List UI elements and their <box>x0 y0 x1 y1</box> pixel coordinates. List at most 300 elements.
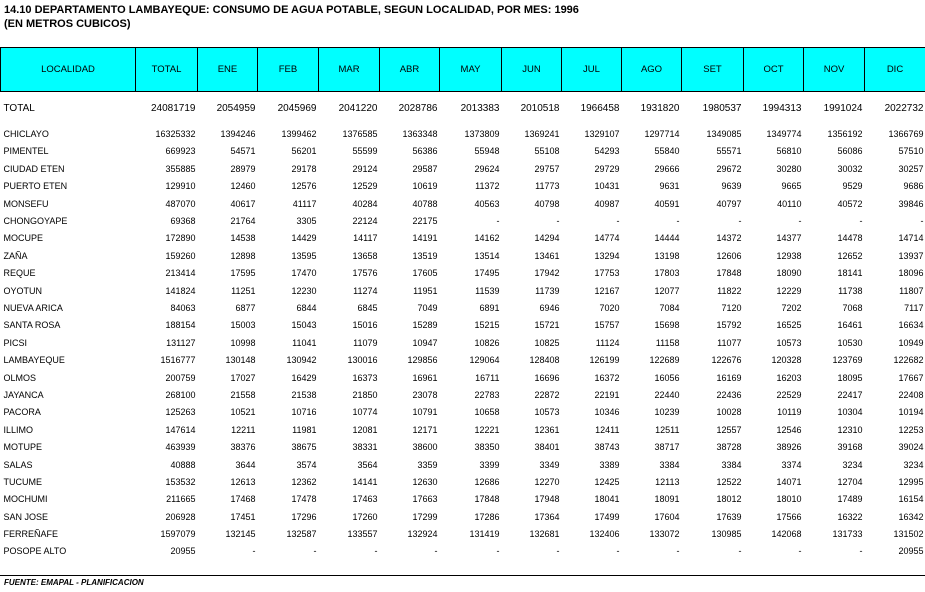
table-row <box>1 334 925 351</box>
table-cell: 15043 <box>291 320 317 331</box>
table-cell: 142068 <box>771 529 802 540</box>
table-cell: 12310 <box>837 424 863 435</box>
table-cell: 40617 <box>230 198 256 209</box>
table-cell: 10826 <box>474 337 500 348</box>
table-cell: 12411 <box>595 424 620 435</box>
spacer-row <box>1 92 925 101</box>
table-cell: 10239 <box>654 407 680 418</box>
table-cell: 14377 <box>776 233 802 244</box>
table-cell: 131502 <box>893 529 924 540</box>
row-label: PACORA <box>3 407 41 418</box>
table-cell: 10573 <box>534 407 560 418</box>
table-cell: 16372 <box>594 372 620 383</box>
table-cell: 22529 <box>776 389 802 400</box>
table-cell: 12167 <box>594 285 620 296</box>
table-cell: 16961 <box>412 372 438 383</box>
table-cell: 14117 <box>353 233 378 244</box>
table-cell: 38675 <box>291 442 317 453</box>
table-cell: 132681 <box>529 529 560 540</box>
table-cell: 15016 <box>352 320 378 331</box>
table-cell: 69368 <box>170 216 196 227</box>
table-cell: 1394246 <box>220 129 256 140</box>
table-row <box>1 143 925 160</box>
table-cell: 669923 <box>165 146 196 157</box>
table-cell: 122682 <box>893 355 924 366</box>
table-cell: 7049 <box>417 302 438 313</box>
table-cell: 40284 <box>352 198 378 209</box>
table-cell: - <box>313 546 317 557</box>
table-cell: 132587 <box>286 529 317 540</box>
table-cell: 131127 <box>166 337 196 348</box>
row-label: SAN JOSE <box>3 511 49 522</box>
table-cell: 10949 <box>898 337 924 348</box>
table-row <box>1 543 925 560</box>
column-header-ene: ENE <box>198 48 258 92</box>
table-cell: 12362 <box>291 476 317 487</box>
column-header-nov: NOV <box>804 48 865 92</box>
table-cell: 29729 <box>594 163 620 174</box>
table-cell: 16325332 <box>155 129 196 140</box>
table-cell: 28979 <box>230 163 256 174</box>
table-cell: 200759 <box>165 372 196 383</box>
table-cell: - <box>374 546 378 557</box>
table-cell: 22191 <box>594 389 620 400</box>
table-cell: 17499 <box>594 511 620 522</box>
table-cell: 128408 <box>529 355 560 366</box>
table-cell: 38717 <box>654 442 680 453</box>
table-cell: 39168 <box>837 442 863 453</box>
table-cell: 11077 <box>717 337 742 348</box>
table-row <box>1 317 925 334</box>
table-cell: 2045969 <box>277 103 317 115</box>
title-line-2: (EN METROS CUBICOS) <box>4 18 131 30</box>
table-cell: 3305 <box>296 216 317 227</box>
table-cell: 9639 <box>721 181 742 192</box>
table-cell: 10119 <box>777 407 802 418</box>
table-cell: 15792 <box>716 320 742 331</box>
table-cell: 17495 <box>474 268 500 279</box>
table-cell: 12460 <box>230 181 256 192</box>
table-cell: 15289 <box>412 320 438 331</box>
column-header-oct: OCT <box>744 48 804 92</box>
table-cell: 1356192 <box>827 129 863 140</box>
column-header-set: SET <box>682 48 744 92</box>
row-label: SALAS <box>3 459 33 470</box>
table-cell: 3349 <box>539 459 560 470</box>
table-cell: 15215 <box>474 320 500 331</box>
table-cell: 7084 <box>659 302 680 313</box>
table-cell: 17942 <box>534 268 560 279</box>
table-cell: 18012 <box>716 494 742 505</box>
table-cell: 12557 <box>716 424 742 435</box>
table-cell: - <box>738 546 742 557</box>
table-cell: 38376 <box>230 442 256 453</box>
table-cell: 21764 <box>230 216 256 227</box>
row-label: CIUDAD ETEN <box>3 163 65 174</box>
table-cell: 133072 <box>649 529 680 540</box>
table-cell: 15003 <box>230 320 256 331</box>
table-cell: 22440 <box>654 389 680 400</box>
table-cell: 16525 <box>776 320 802 331</box>
table-cell: 21558 <box>230 389 256 400</box>
table-cell: 1363348 <box>402 129 438 140</box>
table-row <box>1 473 925 490</box>
table-cell: 131733 <box>832 529 863 540</box>
table-cell: 147614 <box>165 424 196 435</box>
table-cell: 11738 <box>838 285 863 296</box>
table-cell: 133557 <box>347 529 378 540</box>
table-cell: 6946 <box>539 302 560 313</box>
table-cell: 12229 <box>776 285 802 296</box>
table-cell: 1349774 <box>766 129 802 140</box>
table-cell: 12113 <box>655 476 680 487</box>
table-row <box>1 491 925 508</box>
table-cell: 10998 <box>230 337 256 348</box>
table-cell: 38728 <box>716 442 742 453</box>
row-label: LAMBAYEQUE <box>3 355 65 366</box>
table-cell: 30257 <box>898 163 924 174</box>
table-cell: 188154 <box>165 320 196 331</box>
table-cell: 17296 <box>291 511 317 522</box>
table-cell: 11981 <box>292 424 317 435</box>
table-cell: 11251 <box>231 285 256 296</box>
table-cell: - <box>252 546 256 557</box>
table-cell: 14714 <box>898 233 924 244</box>
table-cell: 17604 <box>654 511 680 522</box>
table-row <box>1 160 925 177</box>
column-header-jul: JUL <box>562 48 622 92</box>
table-cell: 22872 <box>534 389 560 400</box>
table-cell: - <box>859 546 863 557</box>
table-cell: 18010 <box>776 494 802 505</box>
row-label: OLMOS <box>3 372 37 383</box>
table-cell: 17948 <box>534 494 560 505</box>
table-cell: 12529 <box>352 181 378 192</box>
table-cell: 1366769 <box>888 129 924 140</box>
table-cell: 131419 <box>469 529 500 540</box>
table-cell: 7117 <box>904 302 924 313</box>
table-cell: 120328 <box>771 355 802 366</box>
table-cell: 12230 <box>291 285 317 296</box>
table-row <box>1 299 925 316</box>
table-cell: 3384 <box>721 459 742 470</box>
table-cell: 30280 <box>776 163 802 174</box>
table-cell: 132924 <box>407 529 438 540</box>
table-cell: 22417 <box>837 389 863 400</box>
table-cell: 14191 <box>412 233 438 244</box>
row-label: CHONGOYAPE <box>3 216 68 227</box>
column-header-total: TOTAL <box>136 48 198 92</box>
table-cell: 9686 <box>903 181 924 192</box>
table-cell: 22175 <box>412 216 438 227</box>
table-cell: 55840 <box>654 146 680 157</box>
table-cell: 129856 <box>407 355 438 366</box>
header-row <box>1 48 925 92</box>
table-cell: 18095 <box>837 372 863 383</box>
table-cell: - <box>556 216 560 227</box>
table-cell: 2041220 <box>338 103 378 115</box>
column-header-feb: FEB <box>258 48 319 92</box>
table-cell: 17468 <box>230 494 256 505</box>
table-cell: 10774 <box>352 407 378 418</box>
table-body <box>1 92 925 561</box>
table-cell: 40563 <box>474 198 500 209</box>
table-cell: 38350 <box>474 442 500 453</box>
table-cell: 17566 <box>776 511 802 522</box>
table-row <box>1 386 925 403</box>
table-cell: 11822 <box>717 285 742 296</box>
table-cell: 1373809 <box>464 129 500 140</box>
table-cell: 30032 <box>837 163 863 174</box>
table-cell: 11539 <box>475 285 500 296</box>
table-cell: 38600 <box>412 442 438 453</box>
table-cell: 1516777 <box>160 355 196 366</box>
table-cell: - <box>676 546 680 557</box>
table-cell: 18090 <box>776 268 802 279</box>
consumption-table <box>0 47 925 560</box>
table-cell: 13461 <box>534 250 560 261</box>
table-cell: 7020 <box>599 302 620 313</box>
table-cell: 12425 <box>594 476 620 487</box>
table-cell: 10658 <box>474 407 500 418</box>
table-cell: 355885 <box>165 163 196 174</box>
table-cell: 3574 <box>296 459 317 470</box>
table-cell: 2022732 <box>884 103 924 115</box>
table-cell: 11807 <box>899 285 924 296</box>
table-cell: 7120 <box>721 302 742 313</box>
table-cell: 12171 <box>412 424 438 435</box>
table-cell: 7068 <box>842 302 863 313</box>
table-cell: 12361 <box>534 424 560 435</box>
table-cell: 29757 <box>534 163 560 174</box>
table-cell: 12081 <box>352 424 378 435</box>
table-cell: 7202 <box>781 302 802 313</box>
row-label: POSOPE ALTO <box>3 546 67 557</box>
table-cell: 38401 <box>534 442 560 453</box>
table-cell: 14294 <box>534 233 560 244</box>
table-cell: 22436 <box>716 389 742 400</box>
table-cell: 13519 <box>412 250 438 261</box>
table-cell: 1297714 <box>644 129 680 140</box>
table-cell: 1329107 <box>584 129 620 140</box>
table-cell: 29124 <box>352 163 378 174</box>
table-cell: 39846 <box>898 198 924 209</box>
spacer-cell <box>1 92 925 101</box>
table-cell: 12704 <box>837 476 863 487</box>
table-cell: 211665 <box>166 494 196 505</box>
table-row <box>1 212 925 229</box>
table-cell: 129910 <box>165 181 196 192</box>
table-cell: 10791 <box>412 407 438 418</box>
table-cell: - <box>616 546 620 557</box>
table-cell: 6891 <box>479 302 500 313</box>
table-cell: 10028 <box>716 407 742 418</box>
table-cell: 15757 <box>594 320 620 331</box>
table-cell: 22783 <box>474 389 500 400</box>
table-cell: - <box>496 216 500 227</box>
table-cell: 463939 <box>165 442 196 453</box>
table-cell: 10947 <box>412 337 438 348</box>
table-cell: - <box>859 216 863 227</box>
table-cell: 11274 <box>353 285 378 296</box>
table-cell: 3644 <box>235 459 256 470</box>
table-cell: 3384 <box>659 459 680 470</box>
table-cell: 16696 <box>534 372 560 383</box>
table-cell: 17364 <box>534 511 560 522</box>
table-cell: 2054959 <box>216 103 256 115</box>
table-cell: 123769 <box>832 355 863 366</box>
table-cell: 3399 <box>479 459 500 470</box>
table-cell: 12077 <box>654 285 680 296</box>
table-cell: 130942 <box>286 355 317 366</box>
table-cell: 17286 <box>474 511 500 522</box>
table-cell: 38331 <box>352 442 378 453</box>
table-cell: 56386 <box>412 146 438 157</box>
table-cell: 3359 <box>417 459 438 470</box>
table-cell: 14372 <box>716 233 742 244</box>
table-cell: 40987 <box>594 198 620 209</box>
table-cell: 268100 <box>165 389 196 400</box>
table-cell: 12613 <box>230 476 256 487</box>
table-cell: 14071 <box>776 476 802 487</box>
table-cell: 17463 <box>352 494 378 505</box>
table-cell: 40797 <box>716 198 742 209</box>
table-cell: 13198 <box>654 250 680 261</box>
table-cell: 29624 <box>474 163 500 174</box>
table-cell: 17753 <box>594 268 620 279</box>
table-cell: 13937 <box>898 250 924 261</box>
row-label: PICSI <box>3 337 28 348</box>
column-header-mar: MAR <box>319 48 380 92</box>
table-cell: 1991024 <box>823 103 863 115</box>
table-cell: 17848 <box>716 268 742 279</box>
table-cell: 12652 <box>837 250 863 261</box>
table-cell: 10431 <box>594 181 620 192</box>
table-cell: 21538 <box>291 389 317 400</box>
table-cell: 16634 <box>898 320 924 331</box>
table-row <box>1 404 925 421</box>
table-cell: 11079 <box>353 337 378 348</box>
table-cell: 12606 <box>716 250 742 261</box>
table-cell: 17299 <box>412 511 438 522</box>
table-cell: 11041 <box>292 337 317 348</box>
table-cell: 12686 <box>474 476 500 487</box>
table-cell: 11739 <box>535 285 560 296</box>
table-cell: 12211 <box>231 424 256 435</box>
table-cell: 11124 <box>595 337 620 348</box>
row-label: CHICLAYO <box>3 129 49 140</box>
table-cell: 10194 <box>898 407 924 418</box>
table-cell: 3234 <box>903 459 924 470</box>
table-cell: 213414 <box>165 268 196 279</box>
table-cell: 56201 <box>291 146 317 157</box>
table-cell: 11372 <box>475 181 500 192</box>
table-cell: 18096 <box>898 268 924 279</box>
table-cell: 130985 <box>711 529 742 540</box>
table-cell: 1994313 <box>762 103 802 115</box>
table-cell: 16056 <box>654 372 680 383</box>
table-cell: 10346 <box>594 407 620 418</box>
table-cell: 41117 <box>292 198 317 209</box>
table-cell: 14429 <box>291 233 317 244</box>
table-cell: 10573 <box>776 337 802 348</box>
table-cell: 40572 <box>837 198 863 209</box>
table-cell: 13658 <box>352 250 378 261</box>
table-cell: - <box>496 546 500 557</box>
table-cell: 14162 <box>474 233 500 244</box>
table-cell: 12522 <box>716 476 742 487</box>
table-cell: 11951 <box>413 285 438 296</box>
table-cell: 12938 <box>776 250 802 261</box>
table-cell: 40110 <box>777 198 802 209</box>
table-cell: 1597079 <box>160 529 196 540</box>
table-cell: 9665 <box>781 181 802 192</box>
table-cell: 122676 <box>711 355 742 366</box>
table-cell: 2028786 <box>398 103 438 115</box>
table-cell: 17848 <box>474 494 500 505</box>
table-cell: 10521 <box>230 407 256 418</box>
column-header-dic: DIC <box>865 48 925 92</box>
table-cell: 24081719 <box>151 103 196 115</box>
table-cell: 55948 <box>474 146 500 157</box>
table-cell: 29666 <box>654 163 680 174</box>
table-cell: 16461 <box>837 320 863 331</box>
table-cell: 16373 <box>352 372 378 383</box>
table-cell: 9631 <box>659 181 680 192</box>
table-cell: 54293 <box>594 146 620 157</box>
table-cell: 14141 <box>352 476 378 487</box>
table-cell: 21850 <box>352 389 378 400</box>
table-cell: 17451 <box>230 511 256 522</box>
table-cell: 11158 <box>655 337 680 348</box>
table-cell: 15721 <box>534 320 560 331</box>
table-cell: 129064 <box>469 355 500 366</box>
table-cell: 12253 <box>898 424 924 435</box>
table-cell: 13514 <box>474 250 500 261</box>
table-cell: 12511 <box>655 424 680 435</box>
table-cell: 12546 <box>776 424 802 435</box>
table-cell: 172890 <box>165 233 196 244</box>
row-label: SANTA ROSA <box>3 320 61 331</box>
table-cell: 1369241 <box>524 129 560 140</box>
table-cell: 132406 <box>589 529 620 540</box>
spacer-row <box>1 117 925 125</box>
table-cell: 6845 <box>357 302 378 313</box>
table-cell: 18091 <box>654 494 680 505</box>
table-cell: 1980537 <box>702 103 742 115</box>
table-cell: 10304 <box>837 407 863 418</box>
table-row <box>1 421 925 438</box>
table-cell: 17027 <box>230 372 256 383</box>
table-cell: 130016 <box>347 355 378 366</box>
table-cell: 40788 <box>412 198 438 209</box>
table-row <box>1 351 925 368</box>
table-cell: 57510 <box>898 146 924 157</box>
column-header-abr: ABR <box>380 48 440 92</box>
table-cell: 9529 <box>842 181 863 192</box>
table-cell: 1399462 <box>281 129 317 140</box>
table-cell: 206928 <box>165 511 196 522</box>
column-header-ago: AGO <box>622 48 682 92</box>
table-cell: 17260 <box>352 511 378 522</box>
table-row <box>1 525 925 542</box>
table-cell: 1349085 <box>706 129 742 140</box>
table-cell: 29178 <box>291 163 317 174</box>
table-cell: 29587 <box>412 163 438 174</box>
row-label: MOCHUMI <box>3 494 48 505</box>
table-cell: 3389 <box>599 459 620 470</box>
table-cell: 153532 <box>165 476 196 487</box>
